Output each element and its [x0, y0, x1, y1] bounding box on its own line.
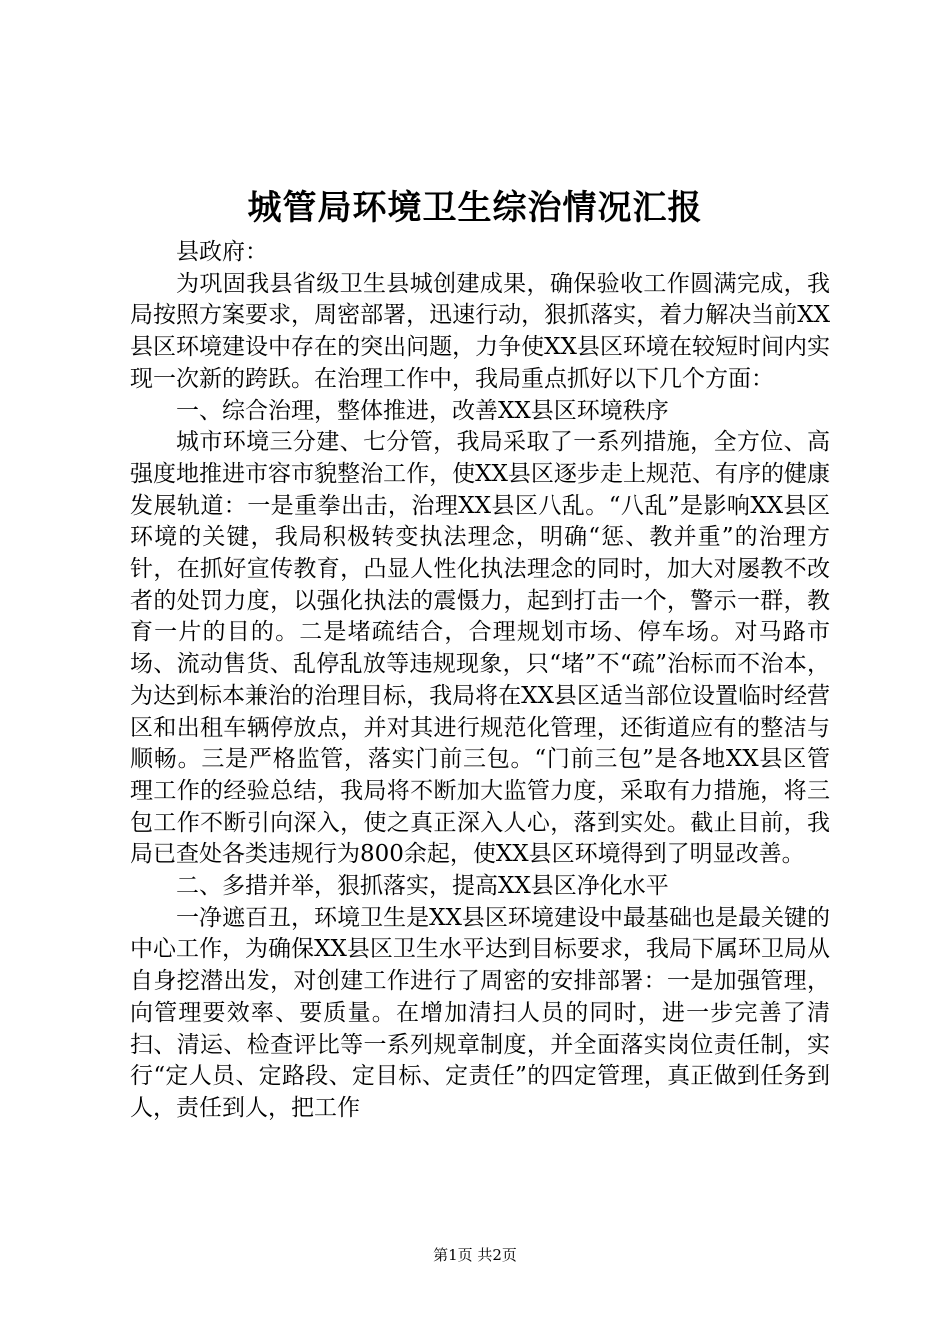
salutation: 县政府：: [176, 239, 268, 265]
document-body: [130, 237, 830, 1125]
paragraph-section-2: 一净遮百丑，环境卫生是XX县区环境建设中最基础也是最关键的中心工作，为确保XX县区卫生水平达到目标要求，我局下属环卫局从自身挖潜出发，对创建工作进行了周密的安排部署：一是加强管理，向管理要效率、要质量。在增加清扫人员的同时，进一步完善了清扫、清运、检查评比等一系列规章制度，并全面落实岗位责任制，实行“定人员、定路段、定目标、定责任”的四定管理，真正做到任务到人，责任到人，把工作: [130, 904, 830, 1121]
section-heading-2: 二、多措并举，狠抓落实，提高XX县区净化水平: [176, 873, 669, 900]
page-number-footer: 第1页 共2页: [433, 1246, 517, 1264]
section-heading-1: 一、综合治理，整体推进，改善XX县区环境秩序: [176, 397, 669, 424]
document-title: 城管局环境卫生综治情况汇报: [247, 188, 703, 228]
paragraph-intro: 为巩固我县省级卫生县城创建成果，确保验收工作圆满完成，我局按照方案要求，周密部署，迅速行动，狠抓落实，着力解决当前XX县区环境建设中存在的突出问题，力争使XX县区环境在较短时间内实现一次新的跨跃。在治理工作中，我局重点抓好以下几个方面：: [130, 270, 830, 392]
paragraph-section-1: 城市环境三分建、七分管，我局采取了一系列措施，全方位、高强度地推进市容市貌整治工作，使XX县区逐步走上规范、有序的健康发展轨道：一是重拳出击，治理XX县区八乱。“八乱”是影响XX县区环境的关键，我局积极转变执法理念，明确“惩、教并重”的治理方针，在抓好宣传教育，凸显人性化执法理念的同时，加大对屡教不改者的处罚力度，以强化执法的震慑力，起到打击一个，警示一群，教育一片的目的。二是堵疏结合，合理规划市场、停车场。对马路市场、流动售货、乱停乱放等违规现象，只“堵”不“疏”治标而不治本，为达到标本兼治的治理目标，我局将在XX县区适当部位设置临时经营区和出租车辆停放点，并对其进行规范化管理，还街道应有的整洁与顺畅。三是严格监管，落实门前三包。“门前三包”是各地XX县区管理工作的经验总结，我局将不断加大监管力度，采取有力措施，将三包工作不断引向深入，使之真正深入人心，落到实处。截止目前，我局已查处各类违规行为800余起，使XX县区环境得到了明显改善。: [130, 429, 830, 868]
